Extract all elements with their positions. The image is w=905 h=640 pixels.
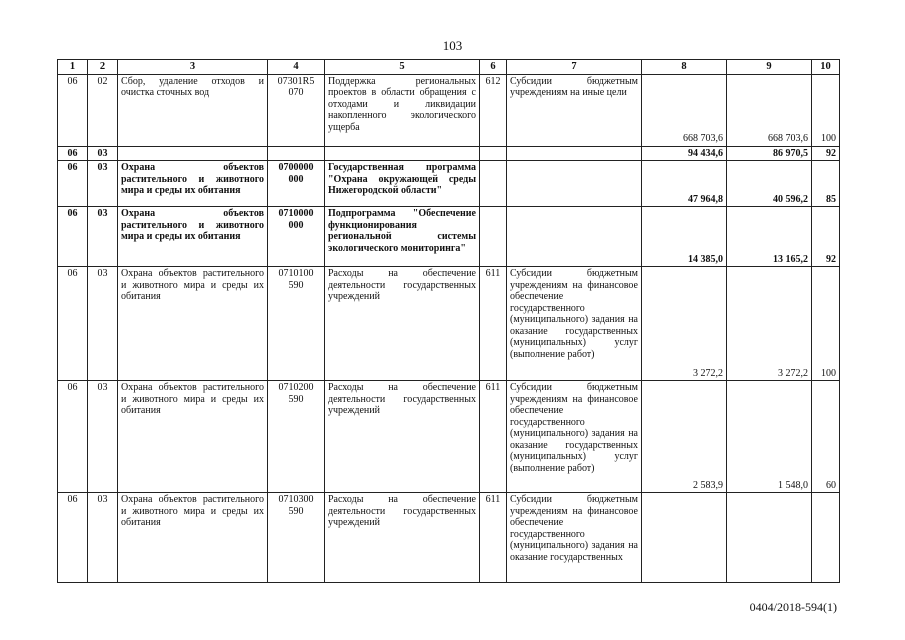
table-row — [58, 381, 840, 493]
program-cell: Поддержка региональных проектов в области обращения с отходами и ликвидации накопленного экологического ущерба — [325, 74, 480, 146]
target-code-cell: 07301R5 070 — [268, 74, 325, 146]
column-header: 2 — [88, 60, 118, 75]
executed-cell: 40 596,2 — [727, 161, 812, 207]
column-header: 10 — [812, 60, 840, 75]
percent-cell — [812, 493, 840, 583]
section-cell: 06 — [58, 267, 88, 381]
name-cell: Сбор, удаление отходов и очистка сточных вод — [118, 74, 268, 146]
subsection-cell: 03 — [88, 207, 118, 267]
planned-cell: 668 703,6 — [642, 74, 727, 146]
column-header: 8 — [642, 60, 727, 75]
section-cell: 06 — [58, 146, 88, 161]
subsection-cell: 02 — [88, 74, 118, 146]
table-row — [58, 207, 840, 267]
table-row — [58, 493, 840, 583]
expense-name-cell — [507, 207, 642, 267]
section-cell: 06 — [58, 207, 88, 267]
percent-cell: 92 — [812, 146, 840, 161]
expense-name-cell: Субсидии бюджетным учреждениям на финансовое обеспечение государственного (муниципального) задания на оказание государственных (муниципальных) услуг (выполнение работ) — [507, 381, 642, 493]
subsection-cell: 03 — [88, 381, 118, 493]
target-code-cell: 0710000 000 — [268, 207, 325, 267]
program-cell: Расходы на обеспечение деятельности государственных учреждений — [325, 381, 480, 493]
percent-cell: 100 — [812, 74, 840, 146]
section-cell: 06 — [58, 74, 88, 146]
expense-name-cell: Субсидии бюджетным учреждениям на финансовое обеспечение государственного (муниципального) задания на оказание государственных — [507, 493, 642, 583]
subsection-cell: 03 — [88, 267, 118, 381]
header-row — [58, 60, 840, 75]
expense-name-cell — [507, 146, 642, 161]
name-cell: Охрана объектов растительного и животного мира и среды их обитания — [118, 493, 268, 583]
target-code-cell: 0710300 590 — [268, 493, 325, 583]
target-code-cell: 0710100 590 — [268, 267, 325, 381]
name-cell: Охрана объектов растительного и животного мира и среды их обитания — [118, 267, 268, 381]
expense-type-cell: 612 — [480, 74, 507, 146]
target-code-cell: 0700000 000 — [268, 161, 325, 207]
subsection-cell: 03 — [88, 161, 118, 207]
percent-cell: 100 — [812, 267, 840, 381]
program-cell: Расходы на обеспечение деятельности государственных учреждений — [325, 493, 480, 583]
name-cell — [118, 146, 268, 161]
expense-type-cell: 611 — [480, 493, 507, 583]
planned-cell: 47 964,8 — [642, 161, 727, 207]
expense-type-cell — [480, 207, 507, 267]
expense-type-cell — [480, 161, 507, 207]
executed-cell: 3 272,2 — [727, 267, 812, 381]
expense-name-cell: Субсидии бюджетным учреждениям на иные цели — [507, 74, 642, 146]
table-row — [58, 74, 840, 146]
section-cell: 06 — [58, 493, 88, 583]
executed-cell: 13 165,2 — [727, 207, 812, 267]
column-header: 4 — [268, 60, 325, 75]
table-row — [58, 146, 840, 161]
name-cell: Охрана объектов растительного и животного мира и среды их обитания — [118, 381, 268, 493]
expense-name-cell: Субсидии бюджетным учреждениям на финансовое обеспечение государственного (муниципального) задания на оказание государственных (муниципальных) услуг (выполнение работ) — [507, 267, 642, 381]
percent-cell: 92 — [812, 207, 840, 267]
planned-cell: 3 272,2 — [642, 267, 727, 381]
column-header: 1 — [58, 60, 88, 75]
target-code-cell — [268, 146, 325, 161]
subsection-cell: 03 — [88, 146, 118, 161]
expense-type-cell — [480, 146, 507, 161]
executed-cell: 86 970,5 — [727, 146, 812, 161]
planned-cell — [642, 493, 727, 583]
table-body — [58, 74, 840, 583]
document-code: 0404/2018-594(1) — [749, 600, 837, 614]
expense-type-cell: 611 — [480, 267, 507, 381]
program-cell: Подпрограмма "Обеспечение функционирования региональной системы экологического мониторинга" — [325, 207, 480, 267]
name-cell: Охрана объектов растительного и животного мира и среды их обитания — [118, 207, 268, 267]
executed-cell — [727, 493, 812, 583]
table-row — [58, 267, 840, 381]
column-header: 3 — [118, 60, 268, 75]
page-number: 103 — [442, 38, 463, 53]
target-code-cell: 0710200 590 — [268, 381, 325, 493]
executed-cell: 1 548,0 — [727, 381, 812, 493]
planned-cell: 2 583,9 — [642, 381, 727, 493]
column-header: 9 — [727, 60, 812, 75]
section-cell: 06 — [58, 381, 88, 493]
budget-table — [57, 59, 840, 583]
column-header: 6 — [480, 60, 507, 75]
expense-name-cell — [507, 161, 642, 207]
program-cell: Государственная программа "Охрана окружающей среды Нижегородской области" — [325, 161, 480, 207]
column-header: 7 — [507, 60, 642, 75]
planned-cell: 14 385,0 — [642, 207, 727, 267]
executed-cell: 668 703,6 — [727, 74, 812, 146]
percent-cell: 85 — [812, 161, 840, 207]
column-header: 5 — [325, 60, 480, 75]
expense-type-cell: 611 — [480, 381, 507, 493]
planned-cell: 94 434,6 — [642, 146, 727, 161]
section-cell: 06 — [58, 161, 88, 207]
name-cell: Охрана объектов растительного и животного мира и среды их обитания — [118, 161, 268, 207]
percent-cell: 60 — [812, 381, 840, 493]
subsection-cell: 03 — [88, 493, 118, 583]
program-cell — [325, 146, 480, 161]
table-row — [58, 161, 840, 207]
program-cell: Расходы на обеспечение деятельности государственных учреждений — [325, 267, 480, 381]
